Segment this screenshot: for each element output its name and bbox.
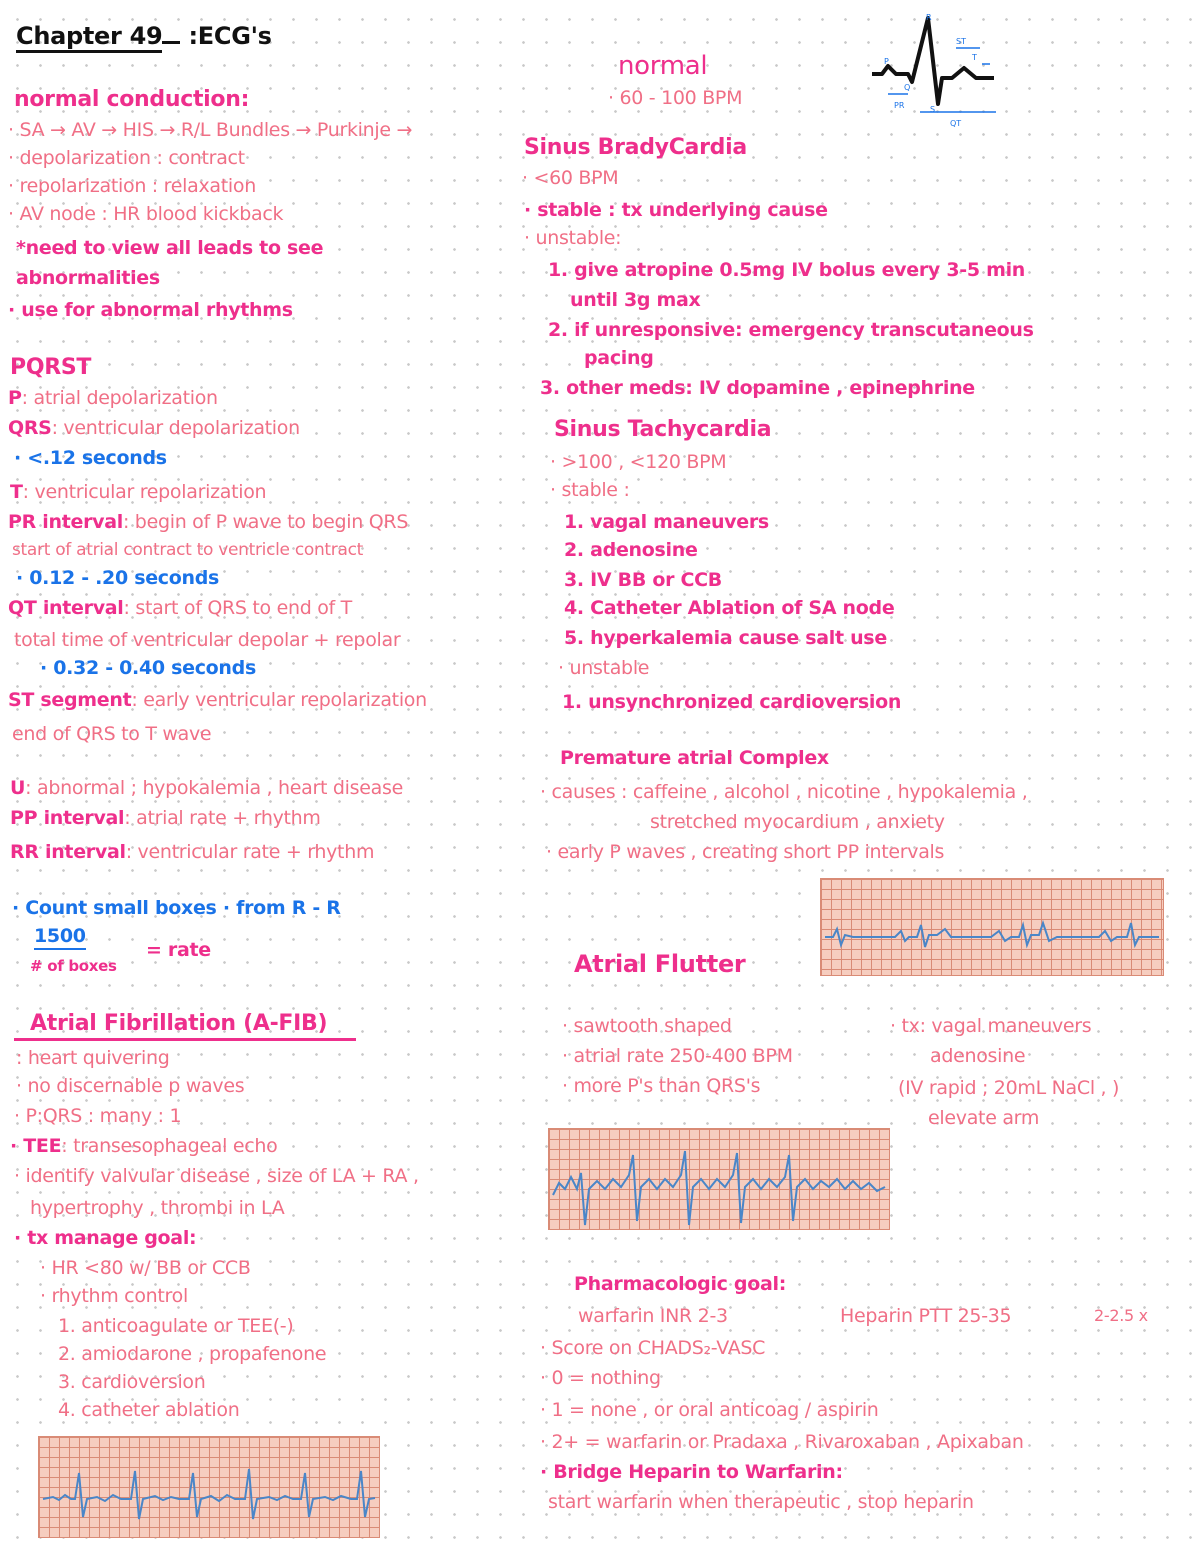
conduction-line: · AV node : HR blood kickback bbox=[8, 203, 284, 225]
manage-label: · tx manage goal: bbox=[14, 1227, 197, 1249]
tee-text: : transesophageal echo bbox=[61, 1135, 278, 1157]
flutter-tx-line: (IV rapid ; 20mL NaCl , ) bbox=[898, 1077, 1120, 1099]
st-text-2: end of QRS to T wave bbox=[12, 723, 212, 745]
pr-value: · 0.12 - .20 seconds bbox=[16, 567, 220, 589]
flutter-line: · atrial rate 250-400 BPM bbox=[562, 1045, 793, 1067]
diagram-label-qt: QT bbox=[950, 119, 962, 128]
brady-step: pacing bbox=[584, 347, 654, 369]
diagram-label-t: T bbox=[972, 53, 977, 62]
manage-line: 2. amiodarone , propafenone bbox=[58, 1343, 327, 1365]
rate-calc-line: · Count small boxes · from R - R bbox=[12, 897, 341, 919]
rate-numerator: 1500 bbox=[34, 924, 86, 950]
qrs-text: : ventricular depolarization bbox=[51, 417, 300, 439]
tee-label: · TEE bbox=[10, 1135, 62, 1157]
rate-denominator: # of boxes bbox=[30, 957, 117, 975]
st-label: ST segment bbox=[8, 689, 132, 711]
tachy-heading: Sinus Tachycardia bbox=[554, 417, 772, 442]
conduction-line: · SA → AV → HIS → R/L Bundles → Purkinje → bbox=[8, 119, 413, 141]
qt-text: : start of QRS to end of T bbox=[123, 597, 352, 619]
st-row bbox=[8, 688, 427, 712]
pp-row bbox=[10, 806, 321, 830]
normal-heading: normal bbox=[618, 51, 708, 81]
rr-row bbox=[10, 840, 374, 864]
qt-value: · 0.32 - 0.40 seconds bbox=[40, 657, 256, 679]
brady-step: 3. other meds: IV dopamine , epinephrine bbox=[540, 377, 975, 399]
qt-row bbox=[8, 596, 352, 620]
rr-label: RR interval bbox=[10, 841, 126, 863]
flutter-tx-line: elevate arm bbox=[928, 1107, 1040, 1129]
afib-ecg-trace bbox=[39, 1437, 379, 1537]
p-text: : atrial depolarization bbox=[21, 387, 218, 409]
pqrst-diagram bbox=[868, 12, 1008, 130]
t-text: : ventricular repolarization bbox=[22, 481, 267, 503]
tee-line: · identify valvular disease , size of LA + RA , bbox=[14, 1165, 419, 1187]
diagram-label-p: P bbox=[884, 57, 889, 66]
t-label: T bbox=[10, 481, 23, 503]
pac-ecg-strip bbox=[820, 878, 1164, 976]
pharm-heparin: Heparin PTT 25-35 bbox=[840, 1305, 1012, 1327]
p-wave-row bbox=[8, 386, 218, 410]
tachy-unstable: · unstable bbox=[558, 657, 650, 679]
pharm-score: · Score on CHADS₂-VASC bbox=[540, 1337, 766, 1359]
tee-row bbox=[10, 1134, 277, 1158]
manage-line: 3. cardioversion bbox=[58, 1371, 206, 1393]
st-text: : early ventricular repolarization bbox=[131, 689, 427, 711]
u-label: U bbox=[10, 777, 26, 799]
pr-label: PR interval bbox=[8, 511, 123, 533]
afib-ecg-strip bbox=[38, 1436, 380, 1538]
afib-heading: Atrial Fibrillation (A-FIB) bbox=[30, 1011, 328, 1036]
pharm-line: · 2+ = warfarin or Pradaxa , Rivaroxaban , Apixaban bbox=[540, 1431, 1024, 1453]
afib-line: · no discernable p waves bbox=[16, 1075, 245, 1097]
flutter-line: · sawtooth shaped bbox=[562, 1015, 732, 1037]
tachy-unstable-step: 1. unsynchronized cardioversion bbox=[562, 691, 902, 713]
qrs-row bbox=[8, 416, 300, 440]
manage-line: · rhythm control bbox=[40, 1285, 188, 1307]
pharm-heading: Pharmacologic goal: bbox=[574, 1273, 787, 1295]
title-suffix: :ECG's bbox=[188, 22, 272, 50]
pp-label: PP interval bbox=[10, 807, 125, 829]
pharm-line: · 0 = nothing bbox=[540, 1367, 661, 1389]
pharm-line: · 1 = none , or oral anticoag / aspirin bbox=[540, 1399, 879, 1421]
pharm-bridge-text: start warfarin when therapeutic , stop heparin bbox=[548, 1491, 974, 1513]
manage-line: 1. anticoagulate or TEE(-) bbox=[58, 1315, 294, 1337]
tachy-step: 3. IV BB or CCB bbox=[564, 569, 722, 591]
tachy-stable: · stable : bbox=[550, 479, 630, 501]
chapter-title: Chapter 49 bbox=[16, 22, 162, 53]
diagram-label-s: S bbox=[930, 105, 936, 114]
diagram-label-r: R bbox=[926, 13, 932, 22]
manage-line: 4. catheter ablation bbox=[58, 1399, 240, 1421]
p-label: P bbox=[8, 387, 22, 409]
pharm-ratio: 2-2.5 x bbox=[1094, 1306, 1148, 1325]
qrs-value: · <.12 seconds bbox=[14, 447, 167, 469]
brady-stable: · stable : tx underlying cause bbox=[524, 199, 828, 221]
conduction-line: · depolarization : contract bbox=[8, 147, 245, 169]
pr-row bbox=[8, 510, 408, 534]
tachy-step: 5. hyperkalemia cause salt use bbox=[564, 627, 887, 649]
qt-label: QT interval bbox=[8, 597, 124, 619]
rr-text: : ventricular rate + rhythm bbox=[125, 841, 375, 863]
pac-causes-2: stretched myocardium , anxiety bbox=[650, 811, 945, 833]
conduction-line: · repolarization : relaxation bbox=[8, 175, 256, 197]
pr-text-2: start of atrial contract to ventricle contract bbox=[12, 540, 364, 560]
flutter-heading: Atrial Flutter bbox=[574, 950, 746, 978]
tachy-step: 2. adenosine bbox=[564, 539, 698, 561]
pac-heading: Premature atrial Complex bbox=[560, 747, 829, 769]
brady-heading: Sinus BradyCardia bbox=[524, 135, 747, 160]
pac-early: · early P waves , creating short PP intervals bbox=[546, 841, 945, 863]
tachy-rate: · >100 , <120 BPM bbox=[550, 451, 727, 473]
brady-rate: · <60 BPM bbox=[522, 167, 619, 189]
t-wave-row bbox=[10, 480, 266, 504]
brady-step: 1. give atropine 0.5mg IV bolus every 3-5 min bbox=[548, 259, 1026, 281]
pac-ecg-trace bbox=[821, 879, 1163, 975]
manage-line: · HR <80 w/ BB or CCB bbox=[40, 1257, 251, 1279]
afib-line: : heart quivering bbox=[16, 1047, 170, 1069]
conduction-note: *need to view all leads to see bbox=[16, 237, 324, 259]
tee-line: hypertrophy , thrombi in LA bbox=[30, 1197, 285, 1219]
u-text: : abnormal ; hypokalemia , heart disease bbox=[25, 777, 403, 799]
pac-causes: · causes : caffeine , alcohol , nicotine , hypokalemia , bbox=[540, 781, 1028, 803]
tachy-step: 4. Catheter Ablation of SA node bbox=[564, 597, 895, 619]
normal-conduction-heading: normal conduction: bbox=[14, 87, 250, 112]
pqrst-heading: PQRST bbox=[10, 355, 92, 380]
pharm-warfarin: warfarin INR 2-3 bbox=[578, 1305, 728, 1327]
diagram-label-st: ST bbox=[956, 37, 966, 46]
brady-step: 2. if unresponsive: emergency transcutaneous bbox=[548, 319, 1034, 341]
afib-underline bbox=[14, 1038, 356, 1041]
flutter-ecg-trace bbox=[549, 1129, 889, 1229]
flutter-tx-line: · tx: vagal maneuvers bbox=[890, 1015, 1092, 1037]
afib-line: · P:QRS : many : 1 bbox=[14, 1105, 182, 1127]
ecg-wave-diagram bbox=[868, 12, 1008, 130]
flutter-ecg-strip bbox=[548, 1128, 890, 1230]
conduction-note: abnormalities bbox=[16, 267, 160, 289]
normal-rate: · 60 - 100 BPM bbox=[608, 87, 743, 109]
page-title bbox=[16, 24, 272, 48]
brady-step: until 3g max bbox=[570, 289, 701, 311]
flutter-tx-line: adenosine bbox=[930, 1045, 1026, 1067]
pr-text: : begin of P wave to begin QRS bbox=[122, 511, 409, 533]
brady-unstable: · unstable: bbox=[524, 227, 622, 249]
pharm-bridge: · Bridge Heparin to Warfarin: bbox=[540, 1461, 843, 1483]
pp-text: : atrial rate + rhythm bbox=[124, 807, 321, 829]
conduction-note: · use for abnormal rhythms bbox=[8, 299, 293, 321]
rate-result: = rate bbox=[146, 939, 211, 961]
diagram-label-pr: PR bbox=[894, 101, 905, 110]
u-wave-row bbox=[10, 776, 403, 800]
qt-text-2: total time of ventricular depolar + repolar bbox=[14, 629, 401, 651]
diagram-label-q: Q bbox=[904, 83, 911, 92]
tachy-step: 1. vagal maneuvers bbox=[564, 511, 769, 533]
flutter-line: · more P's than QRS's bbox=[562, 1075, 761, 1097]
qrs-label: QRS bbox=[8, 417, 52, 439]
